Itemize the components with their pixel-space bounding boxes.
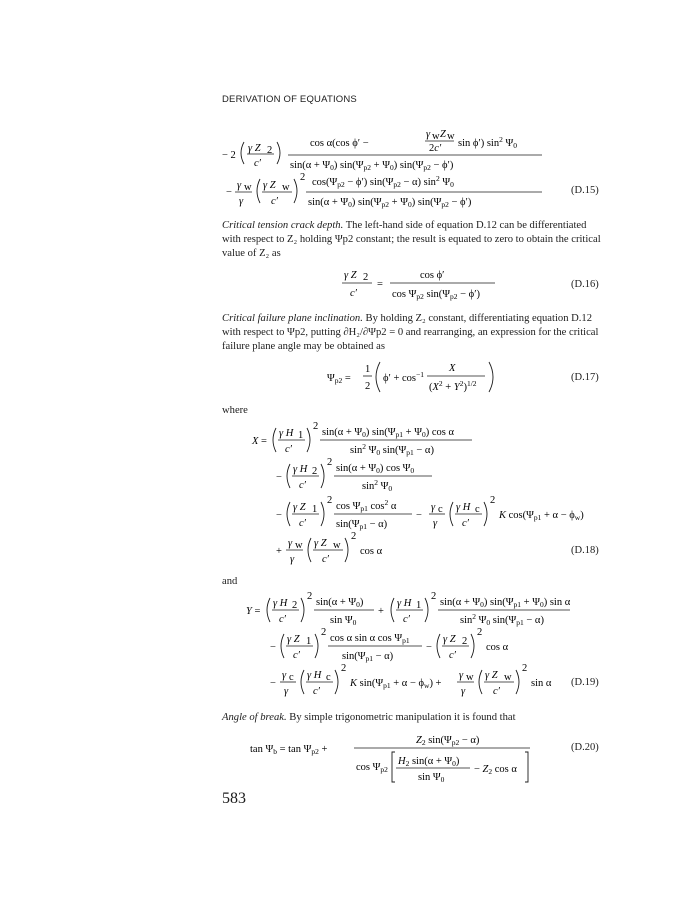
equation-d20 [248,730,538,786]
svg-text:2: 2 [307,591,313,602]
svg-text:c′: c′ [279,614,286,625]
equation-number-d15: (D.15) [571,185,599,196]
svg-text:H2 sin(α + Ψ0): H2 sin(α + Ψ0) [398,756,460,768]
svg-text:sin Ψ0: sin Ψ0 [330,615,357,627]
svg-text:γ: γ [239,196,244,207]
svg-text:γ: γ [426,129,431,140]
svg-text:w: w [432,131,440,142]
equation-number-d16: (D.16) [571,279,599,290]
svg-text:2: 2 [477,627,483,638]
svg-text:γ: γ [290,554,295,565]
svg-text:sin2 Ψ0 sin(Ψp1 − α): $\sin^2 \Psi 0$ sin(Ψp1 − α) [460,612,544,627]
svg-text:sin(Ψp1 − α): sin(Ψp1 − α) [342,651,394,663]
svg-text:− Z2 cos α: − Z2 cos α [474,764,517,776]
svg-text:γ H: γ H [273,598,288,609]
svg-text:c: c [475,504,480,515]
svg-text:cos Ψp2 sin(Ψp2 − ϕ′): cos Ψp2 sin(Ψp2 − ϕ′) [392,289,480,301]
svg-text:2: 2 [327,457,333,468]
paragraph-angle-of-break [222,711,602,725]
svg-text:sin(α + Ψ0) sin(Ψp2 + Ψ0) sin(: sin(α + Ψ0) sin(Ψp2 + Ψ0) sin(Ψp2 − ϕ′) [308,197,472,209]
svg-text:(X2 + Y2)1/2: $(X^2 + Y^2)^{1/2}$ [429,379,477,393]
svg-text:cos α sin α cos Ψp1: cos α sin α cos Ψp1 [330,633,410,645]
svg-text:sin2 Ψ0: $\sin^2 \Psi 0$ [362,478,393,493]
svg-text:γ: γ [282,670,287,681]
svg-text:sin(α + Ψ0) sin(Ψp1 + Ψ0) sin: sin(α + Ψ0) sin(Ψp1 + Ψ0) sin α [440,597,571,609]
paragraph-lead: Critical failure plane inclination. [222,313,363,324]
svg-text:sin(α + Ψ0) cos Ψ0: sin(α + Ψ0) cos Ψ0 [336,463,415,475]
svg-text:sin α: sin α [531,678,552,689]
svg-text:sin(α + Ψ0) sin(Ψp2 + Ψ0) sin(: sin(α + Ψ0) sin(Ψp2 + Ψ0) sin(Ψp2 − ϕ′) [290,160,454,172]
running-head: DERIVATION OF EQUATIONS [222,94,357,105]
svg-text:c′: c′ [254,158,261,169]
svg-text:γ Z: γ Z [314,538,327,549]
svg-text:1: 1 [306,636,312,647]
svg-text:sin(Ψp1 − α): sin(Ψp1 − α) [336,519,388,531]
svg-text:cos Ψp1 cos2 α: cos Ψp1 $\cos^2 \alpha$ [336,498,397,513]
svg-text:w: w [466,672,474,683]
svg-text:γ Z: γ Z [287,634,300,645]
svg-text:w: w [447,131,455,142]
svg-text:γ Z: γ Z [344,270,357,281]
svg-text:cos α: cos α [486,642,509,653]
svg-text:c′: c′ [322,554,329,565]
svg-text:Ψp2 =: Ψp2 = [327,373,351,385]
svg-text:γ H: γ H [397,598,412,609]
paragraph-text: By simple trigonometric manipulation it is found that [289,712,516,723]
equation-number-d19: (D.19) [571,677,599,688]
svg-text:γ: γ [459,670,464,681]
svg-text:2: 2 [341,663,347,674]
svg-text:c′: c′ [299,518,306,529]
svg-text:2: 2 [351,531,357,542]
svg-text:γ: γ [433,518,438,529]
svg-text:−: − [276,510,282,521]
connector-where: where [222,405,248,416]
svg-text:sin ϕ′) sin2 Ψ0: sin ϕ′) $\sin^2 \Psi 0$ [458,135,517,150]
svg-text:γ: γ [431,502,436,513]
svg-text:c′: c′ [350,288,357,299]
svg-text:c′: c′ [493,686,500,697]
svg-text:2: 2 [327,495,333,506]
svg-text:=: = [377,279,383,290]
svg-text:2: 2 [312,466,318,477]
svg-text:c′: c′ [299,480,306,491]
svg-text:c′: c′ [462,518,469,529]
svg-text:c′: c′ [403,614,410,625]
svg-text:γ: γ [284,686,289,697]
svg-text:cos ϕ′: cos ϕ′ [420,270,445,281]
svg-text:−: − [270,642,276,653]
equation-number-d18: (D.18) [571,545,599,556]
svg-text:sin(α + Ψ0): sin(α + Ψ0) [316,597,364,609]
svg-text:c′: c′ [313,686,320,697]
svg-text:γ H: γ H [293,464,308,475]
svg-text:Z: Z [440,129,446,140]
svg-text:ϕ′ + cos−1: $\phi' + \cos^{-1}$ [383,370,424,384]
svg-text:γ Z: γ Z [485,670,498,681]
svg-text:X: X [449,363,456,374]
svg-text:cos Ψp2: cos Ψp2 [356,762,388,774]
svg-text:w: w [244,182,252,193]
svg-text:w: w [504,672,512,683]
svg-text:tan Ψb = tan Ψp2 +: tan Ψb = tan Ψp2 + [250,744,328,756]
svg-text:1: 1 [416,600,422,611]
svg-text:sin2 Ψ0 sin(Ψp1 − α): $\sin^2 \Psi 0$ sin(Ψp1 − α) [350,442,434,457]
svg-text:−: − [426,642,432,653]
svg-text:sin Ψ0: sin Ψ0 [418,772,445,784]
svg-text:c′: c′ [449,650,456,661]
svg-text:c: c [289,672,294,683]
svg-text:Z2 sin(Ψp2 − α): Z2 sin(Ψp2 − α) [416,735,480,747]
paragraph-failure-plane [222,312,602,354]
paragraph-lead: Angle of break. [222,712,287,723]
svg-text:sin(α + Ψ0) sin(Ψp1 + Ψ0) cos: sin(α + Ψ0) sin(Ψp1 + Ψ0) cos α [322,427,454,439]
svg-text:−: − [270,678,276,689]
svg-text:γ Z: γ Z [263,180,276,191]
svg-text:γ Z: γ Z [293,502,306,513]
equation-d18 [250,420,584,572]
svg-text:γ Z: γ Z [248,143,261,154]
svg-text:w: w [333,540,341,551]
svg-text:+: + [276,546,282,557]
svg-text:cos α(cos ϕ′ −: cos α(cos ϕ′ − [310,138,369,149]
svg-text:c: c [326,672,331,683]
svg-text:2: 2 [292,600,298,611]
equation-number-d20: (D.20) [571,742,599,753]
paragraph-text: By holding Z₂ constant, differentiating equation D.12 with respect to Ψp2, putting ∂H₂/∂Ψp2 = 0 and rearranging, an expression for the critical failure plane angle may be obtained as [222,313,599,352]
paragraph-text: The left-hand side of equation D.12 can be differentiated with respect to Z₂ holding Ψp2 constant; the result is equated to zero to obtain the critical value of Z₂ as [222,220,601,259]
svg-text:1: 1 [312,504,318,515]
equation-d15 [220,122,560,214]
svg-text:1: 1 [298,430,304,441]
svg-text:X =: X = [252,436,267,447]
svg-text:2: 2 [313,421,319,432]
svg-text:−: − [226,187,232,198]
svg-text:w: w [282,182,290,193]
svg-text:γ H: γ H [279,428,294,439]
equation-d17 [325,357,515,397]
connector-and: and [222,576,238,587]
svg-text:γ: γ [288,538,293,549]
equation-number-d17: (D.17) [571,372,599,383]
svg-text:2: 2 [267,145,273,156]
svg-text:−: − [416,510,422,521]
svg-text:2: 2 [365,381,371,392]
svg-text:− 2: − 2 [222,150,236,161]
svg-text:c: c [438,504,443,515]
svg-text:c′: c′ [285,444,292,455]
svg-text:γ: γ [237,180,242,191]
svg-text:2: 2 [462,636,468,647]
svg-text:c′: c′ [271,196,278,207]
svg-text:2: 2 [363,272,369,283]
paragraph-lead: Critical tension crack depth. [222,220,344,231]
svg-text:+: + [378,606,384,617]
svg-text:2: 2 [431,591,437,602]
svg-text:γ Z: γ Z [443,634,456,645]
svg-text:2: 2 [522,663,528,674]
svg-text:γ H: γ H [456,502,471,513]
svg-text:c′: c′ [293,650,300,661]
svg-text:γ: γ [461,686,466,697]
svg-text:K cos(Ψp1 + α − ϕw): K cos(Ψp1 + α − ϕw) [499,510,584,522]
svg-text:cos α: cos α [360,546,383,557]
equation-d19 [244,590,574,702]
svg-text:K sin(Ψp1 + α − ϕw) +: K sin(Ψp1 + α − ϕw) + [350,678,442,690]
svg-text:γ H: γ H [307,670,322,681]
svg-text:−: − [276,472,282,483]
svg-text:2: 2 [300,172,306,183]
svg-text:1: 1 [365,364,371,375]
equation-d16 [340,264,500,304]
svg-text:2: 2 [321,627,327,638]
paragraph-tension-crack [222,219,602,261]
svg-text:cos(Ψp2 − ϕ′) sin(Ψp2 − α) sin: cos(Ψp2 − ϕ′) sin(Ψp2 − α) $\sin^2 \Psi 0$ [312,174,454,189]
svg-text:2: 2 [490,495,496,506]
svg-text:2c′: 2c′ [429,143,442,154]
svg-text:w: w [295,540,303,551]
page-number: 583 [222,790,246,807]
svg-text:Y =: Y = [246,606,261,617]
